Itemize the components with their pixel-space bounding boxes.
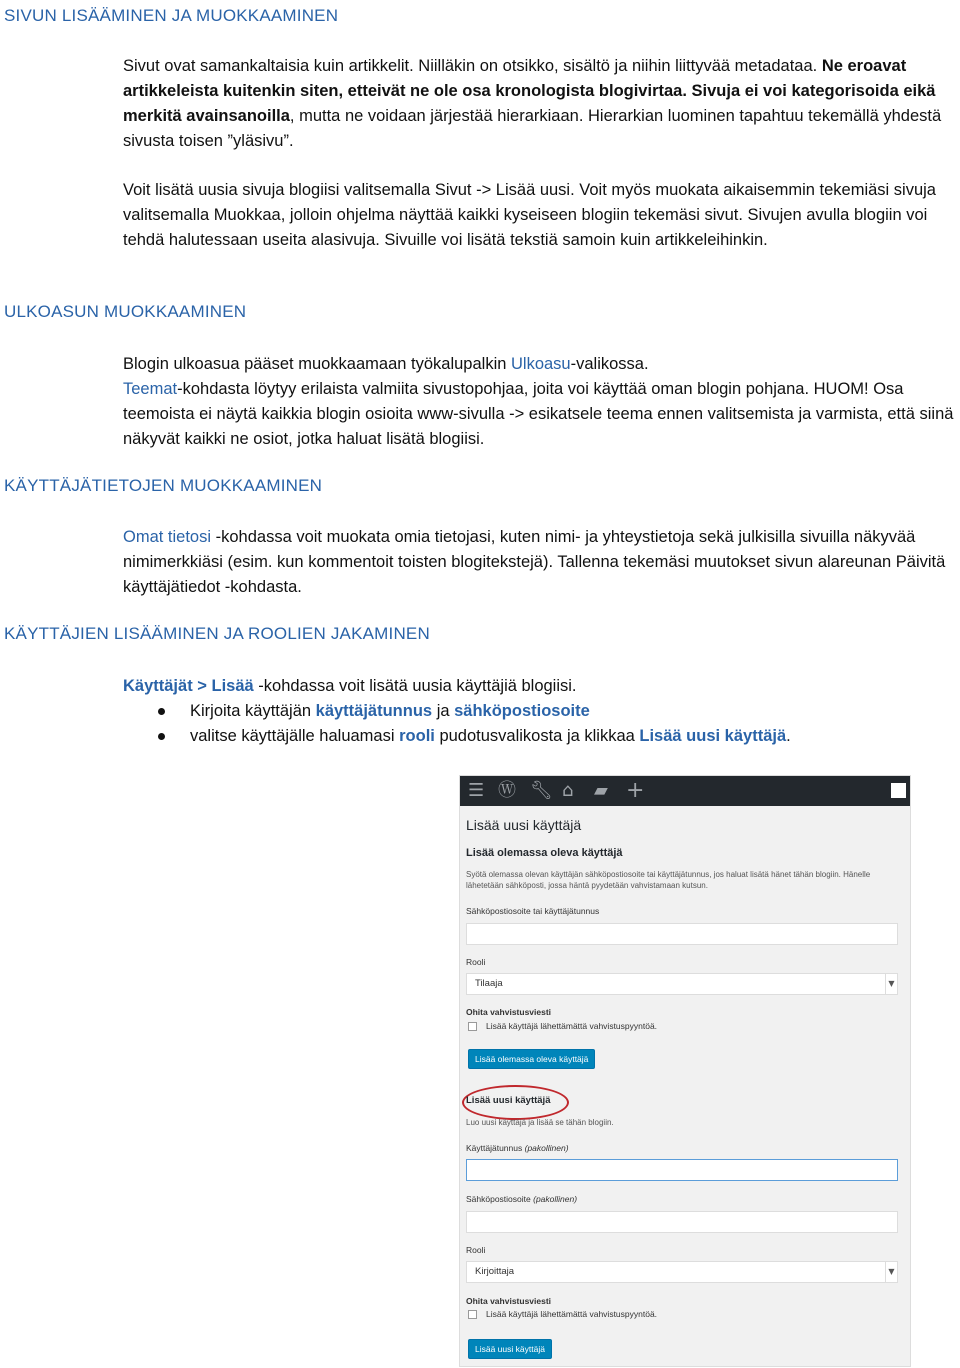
username-term: käyttäjätunnus (315, 702, 433, 720)
profile-link[interactable]: Omat tietosi (123, 528, 212, 546)
bullet-text: Kirjoita käyttäjän (190, 702, 316, 720)
bullet-text-end: . (786, 727, 791, 745)
users-add-link[interactable]: Käyttäjät > Lisää (123, 677, 254, 695)
username-label-text: Käyttäjätunnus (466, 1143, 523, 1153)
pages-howto-paragraph: Voit lisätä uusia sivuja blogiisi valitsemalla Sivut -> Lisää uusi. Voit myös muokata aikaisemmin tekemiäsi sivuja valitsemalla Muokkaa, jolloin ohjelma näyttää kaikki kyseiseen blogiin tekemäsi sivut. Sivujen avulla blogiin voi tehdä halutessaan useita alasivuja. Sivuille voi lisätä tekstiä samoin kuin artikkeleihinkin. (123, 181, 936, 249)
skip-confirm-label: Ohita vahvistusviesti (466, 1007, 552, 1017)
username-input[interactable] (466, 1159, 898, 1181)
appearance-text-1: Blogin ulkoasua pääset muokkaamaan työkalupalkin (123, 355, 511, 373)
section-heading-userinfo: KÄYTTÄJÄTIETOJEN MUOKKAAMINEN (4, 476, 323, 495)
username-label (466, 1143, 569, 1153)
pages-intro-bold: Ne eroavat artikkeleista kuitenkin siten, etteivät ne ole osa kronologista blogivirtaa. Sivuja ei voi kategorisoida eikä merkitä avainsanoilla (123, 57, 936, 125)
add-new-user-button[interactable]: Lisää uusi käyttäjä (468, 1339, 552, 1359)
role-term: rooli (399, 727, 435, 745)
role-select-new[interactable] (466, 1261, 898, 1283)
wordpress-add-user-screenshot (459, 775, 911, 1367)
skip-confirm-checkbox[interactable] (468, 1022, 477, 1031)
existing-user-description: Syötä olemassa olevan käyttäjän sähköpostiosoite tai käyttäjätunnus, jos haluat lisätä hänet tähän blogiin. Hänelle lähetetään sähköposti, jossa häntä pyydetään vahvistamaan kutsun. (466, 870, 871, 890)
section-heading-appearance: ULKOASUN MUOKKAAMINEN (4, 302, 247, 321)
username-required: (pakollinen) (524, 1143, 569, 1153)
appearance-text-2: -valikossa. (570, 355, 649, 373)
avatar[interactable] (891, 783, 906, 798)
role-select-value: Tilaaja (475, 978, 503, 989)
userinfo-paragraph (123, 525, 955, 600)
existing-user-heading: Lisää olemassa oleva käyttäjä (466, 847, 623, 859)
appearance-menu-link[interactable]: Ulkoasu (511, 355, 571, 373)
new-user-description: Luo uusi käyttäjä ja lisää se tähän blogiin. (466, 1118, 614, 1127)
menu-icon[interactable]: ☰ (468, 780, 485, 801)
comment-icon[interactable]: ▰ (594, 780, 608, 801)
pages-intro-paragraph (123, 54, 955, 154)
bullet-icon (158, 733, 165, 740)
bullet-icon (158, 708, 165, 715)
page-title: Lisää uusi käyttäjä (466, 817, 582, 833)
section-heading-users: KÄYTTÄJIEN LISÄÄMINEN JA ROOLIEN JAKAMINEN (4, 624, 430, 643)
wordpress-icon[interactable]: Ⓦ (498, 780, 516, 801)
admin-bar (460, 776, 910, 806)
add-new-user-term: Lisää uusi käyttäjä (639, 727, 787, 745)
new-user-heading: Lisää uusi käyttäjä (466, 1095, 551, 1106)
email-input[interactable] (466, 1211, 898, 1233)
pages-intro-text-2: , mutta ne voidaan järjestää hierarkiaan. Hierarkian luominen tapahtuu tekemällä yhdestä sivusta toisen ”yläsivu”. (123, 107, 942, 150)
bullet-text: valitse käyttäjälle haluamasi (190, 727, 400, 745)
skip-confirm-label-new: Ohita vahvistusviesti (466, 1296, 552, 1306)
bullet-text: pudotusvalikosta ja klikkaa (434, 727, 640, 745)
chevron-down-icon: ▼ (885, 974, 897, 994)
role-label: Rooli (466, 957, 486, 967)
skip-confirm-checkbox-new[interactable] (468, 1310, 477, 1319)
plus-icon[interactable]: + (626, 778, 645, 803)
pages-intro-text: Sivut ovat samankaltaisia kuin artikkelit. Niilläkin on otsikko, sisältö ja niihin liittyvää metadataa. (123, 57, 822, 75)
wrench-icon[interactable]: 🔧︎ (530, 780, 553, 801)
themes-text: -kohdasta löytyy erilaista valmiita sivustopohjaa, joita voi käyttää oman blogin pohjana. HUOM! Osa teemoista ei näytä kaikkia blogin osioita www-sivulla -> esikatsele teema ennen valitsemista ja varmista, että siinä näkyvät kaikki ne osiot, jotka haluat lisätä blogiisi. (123, 380, 954, 448)
section-heading-pages: SIVUN LISÄÄMINEN JA MUOKKAAMINEN (4, 6, 339, 25)
bullet-text: ja (432, 702, 455, 720)
email-or-username-label: Sähköpostiosoite tai käyttäjätunnus (466, 906, 600, 916)
role-select-new-value: Kirjoittaja (475, 1266, 515, 1277)
email-label (466, 1194, 577, 1204)
chevron-down-icon: ▼ (885, 1262, 897, 1282)
userinfo-text: -kohdassa voit muokata omia tietojasi, kuten nimi- ja yhteystietoja sekä julkisilla sivuilla näkyvää nimimerkkiäsi (esim. kun kommentoit toisten blogitekstejä). Tallenna tekemäsi muutokset sivun alareunan Päivitä käyttäjätiedot -kohdasta. (123, 528, 946, 596)
email-or-username-input[interactable] (466, 923, 898, 945)
email-term: sähköpostiosoite (454, 702, 590, 720)
skip-confirm-text-new: Lisää käyttäjä lähettämättä vahvistuspyyntöä. (486, 1309, 658, 1319)
email-required: (pakollinen) (533, 1194, 578, 1204)
users-text: -kohdassa voit lisätä uusia käyttäjiä blogiisi. (253, 677, 577, 695)
role-select[interactable] (466, 973, 898, 995)
home-icon[interactable]: ⌂ (562, 780, 574, 801)
add-existing-user-button[interactable]: Lisää olemassa oleva käyttäjä (468, 1049, 595, 1069)
users-paragraph (123, 674, 955, 699)
email-label-text: Sähköpostiosoite (466, 1194, 531, 1204)
role-label-new: Rooli (466, 1245, 486, 1255)
appearance-paragraph (123, 352, 955, 452)
themes-link[interactable]: Teemat (123, 380, 178, 398)
skip-confirm-text: Lisää käyttäjä lähettämättä vahvistuspyyntöä. (486, 1021, 658, 1031)
